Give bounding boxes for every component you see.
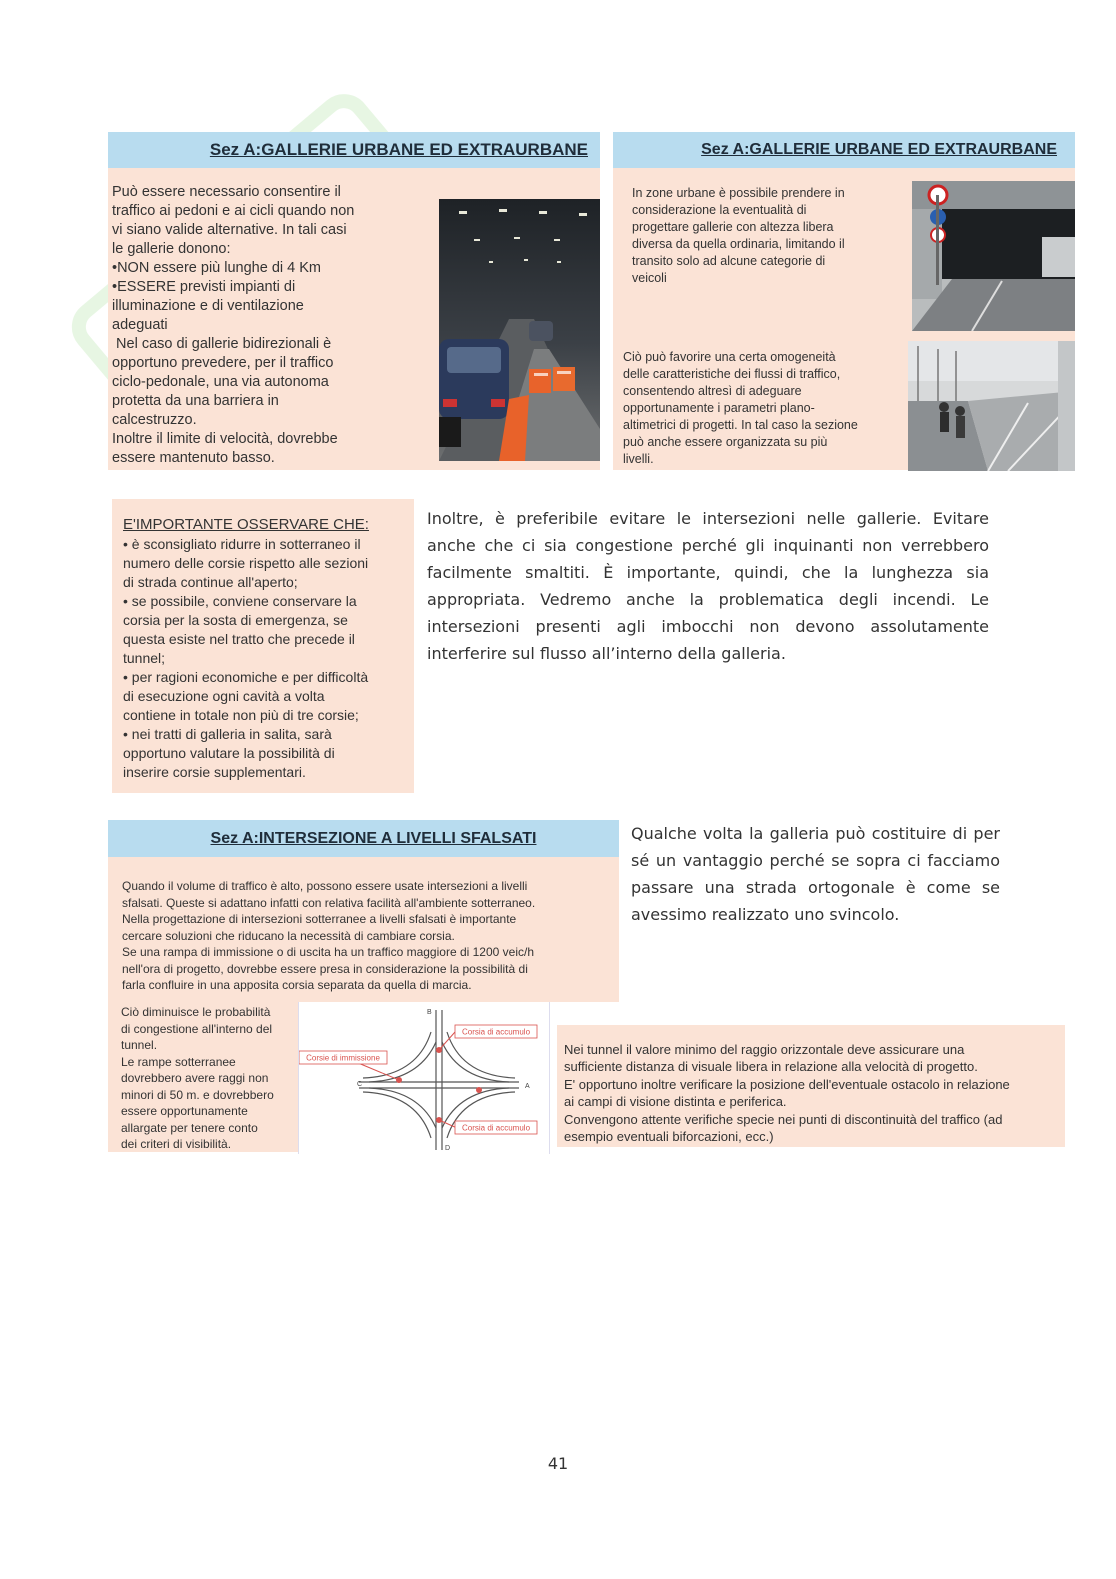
panel1-line: protetta da una barriera in [112,393,279,409]
panel1-line: opportuno prevedere, per il traffico [112,355,334,371]
important-line: • per ragioni economiche e per difficoltà [123,669,369,685]
panel4-line: sufficiente distanza di visuale libera in relazione alla velocità di progetto. [564,1059,978,1075]
panel3-left-line: dei criteri di visibilità. [121,1137,232,1151]
interchange-diagram [298,1002,550,1154]
diagram-letter-b: B [427,1009,432,1016]
panel1-title: Sez A:GALLERIE URBANE ED EXTRAURBANE [209,140,588,159]
panel4-text [564,1041,1064,1145]
panel3-line: farla confluire in una apposita corsia separata da quella di marcia. [122,978,472,992]
panel2-title: Sez A:GALLERIE URBANE ED EXTRAURBANE [701,141,1057,158]
panel3-left-text [121,1004,301,1153]
panel1-line: •NON essere più lunghe di 4 Km [112,260,321,276]
diagram-label-accumulo-bottom: Corsia di accumulo [461,1123,531,1133]
important-line: opportuno valutare la possibilità di [123,745,335,761]
panel2-line: In zone urbane è possibile prendere in [632,186,845,200]
panel3-left-line: di congestione all'interno del [121,1021,273,1036]
panel3-line: sfalsati. Queste si adattano infatti con relativa facilità all'ambiente sotterraneo. [122,895,536,910]
panel2-line: delle caratteristiche dei flussi di traffico, [623,367,841,381]
important-line: • è sconsigliato ridurre in sotterraneo il [123,536,361,552]
important-heading: E'IMPORTANTE OSSERVARE CHE: [123,516,369,533]
panel1-line: calcestruzzo. [112,412,197,428]
important-line: inserire corsie supplementari. [123,764,306,780]
panel3-text [122,878,612,994]
panel1-header [108,132,600,168]
panel3-left-line: essere opportunamente [121,1104,248,1118]
important-line: questa esiste nel tratto che precede il [123,631,355,647]
panel2-line: altimetrici di progetti. In tal caso la sezione [623,418,858,432]
panel2-line: opportunamente i parametri plano- [623,401,815,415]
important-line: corsia per la sosta di emergenza, se [123,612,348,628]
panel3-header [108,820,619,857]
diagram-letter-d: D [445,1145,451,1152]
diagram-label-accumulo-top: Corsia di accumulo [461,1027,531,1037]
low-tunnel-photo [912,181,1075,331]
diagram-labels [299,1009,537,1152]
important-line: contiene in totale non più di tre corsie; [123,707,359,723]
body-paragraph-intersections: Inoltre, è preferibile evitare le intersezioni nelle gallerie. Evitare anche che ci sia congestione perché gli inquinanti non verrebbero facilmente smaltiti. È importante, quindi, che la lunghezza sia appropriata. Vedremo anche la problematica degli incendi. Le intersezioni presenti agli imbocchi non devono assolutamente interferire sul flusso all’interno della galleria. [427,509,989,663]
panel1-line: essere mantenuto basso. [112,450,275,466]
panel3-left-line: Le rampe sotterranee [121,1054,236,1069]
panel2-top-text [632,185,902,287]
panel3-left-line: allargate per tenere conto [121,1120,258,1135]
important-line: di strada continue all'aperto; [123,574,298,590]
panel4-line: E' opportuno inoltre verificare la posizione dell'eventuale ostacolo in relazione [564,1076,1010,1092]
panel3-left-line: tunnel. [121,1038,158,1052]
panel3-left-line: minori di 50 m. e dovrebbero [121,1087,274,1102]
panel2-line: Ciò può favorire una certa omogeneità [623,350,836,364]
body-paragraph-svincolo: Qualche volta la galleria può costituire di per sé un vantaggio perché se sopra ci facciamo passare una strada ortogonale è come se avessimo realizzato uno svincolo. [631,824,1000,924]
diagram-letter-a: A [525,1083,530,1090]
panel2-line: livelli. [623,452,654,466]
tunnel-car-photo [439,199,600,461]
panel2-line: consentendo altresì di adeguare [623,384,802,398]
panel4-line: Nei tunnel il valore minimo del raggio orizzontale deve assicurare una [564,1042,965,1057]
panel2-line: diversa da quella ordinaria, limitando il [632,237,845,251]
panel4-line: ai campi di visione distinta e periferica. [564,1094,787,1110]
panel2-header [613,132,1075,168]
panel3-left-line: dovrebbero avere raggi non [121,1071,269,1085]
panel2-line: considerazione la eventualità di [632,203,807,217]
panel2-line: progettare gallerie con altezza libera [632,220,834,234]
panel2-line: veicoli [632,271,667,285]
panel2-bottom-text [623,349,903,468]
panel3-line: Quando il volume di traffico è alto, possono essere usate intersezioni a livelli [122,879,528,893]
panel3-title: Sez A:INTERSEZIONE A LIVELLI SFALSATI [210,829,537,847]
important-text [123,515,415,782]
important-line: • nei tratti di galleria in salita, sarà [123,726,332,742]
panel1-line: Nel caso di gallerie bidirezionali è [112,336,332,352]
important-line: di esecuzione ogni cavità a volta [123,688,325,704]
diagram-letter-c: C [357,1081,363,1088]
panel1-line: le gallerie donono: [112,241,231,257]
cycle-path-photo [908,341,1075,471]
panel1-line: vi siano valide alternative. In tali casi [112,222,347,238]
important-line: tunnel; [123,650,166,666]
diagram-label-immissione: Corsie di immissione [306,1053,380,1063]
panel3-line: Nella progettazione di intersezioni sotterranee a livelli sfalsati è importante [122,912,517,926]
panel1-line: •ESSERE previsti impianti di [112,279,296,295]
panel2-line: transito solo ad alcune categorie di [632,254,826,268]
panel3-line: cercare soluzioni che riducano la necessità di cambiare corsia. [122,928,455,943]
panel1-line: illuminazione e di ventilazione [112,298,304,314]
page-number: 41 [547,1454,569,1473]
panel1-line: Può essere necessario consentire il [112,184,341,200]
panel1-line: adeguati [112,317,168,333]
panel1-line: ciclo-pedonale, una via autonoma [112,374,329,390]
panel3-line: Se una rampa di immissione o di uscita ha un traffico maggiore di 1200 veic/h [122,945,535,959]
important-line: • se possibile, conviene conservare la [123,593,357,609]
panel1-line: Inoltre il limite di velocità, dovrebbe [112,431,338,447]
important-line: numero delle corsie rispetto alle sezioni [123,555,369,571]
panel3-left-line: Ciò diminuisce le probabilità [121,1005,271,1019]
panel4-line: esempio eventuali biforcazioni, ecc.) [564,1129,774,1145]
panel1-text [112,183,432,468]
panel2-line: può anche essere organizzata su più [623,435,828,449]
panel4-line: Convengono attente verifiche specie nei punti di discontinuità del traffico (ad [564,1111,1003,1127]
panel1-line: traffico ai pedoni e ai cicli quando non [112,203,355,219]
panel3-line: nell'ora di progetto, dovrebbe essere presa in considerazione la possibilità di [122,961,528,976]
interchange-drawing [299,1002,549,1154]
